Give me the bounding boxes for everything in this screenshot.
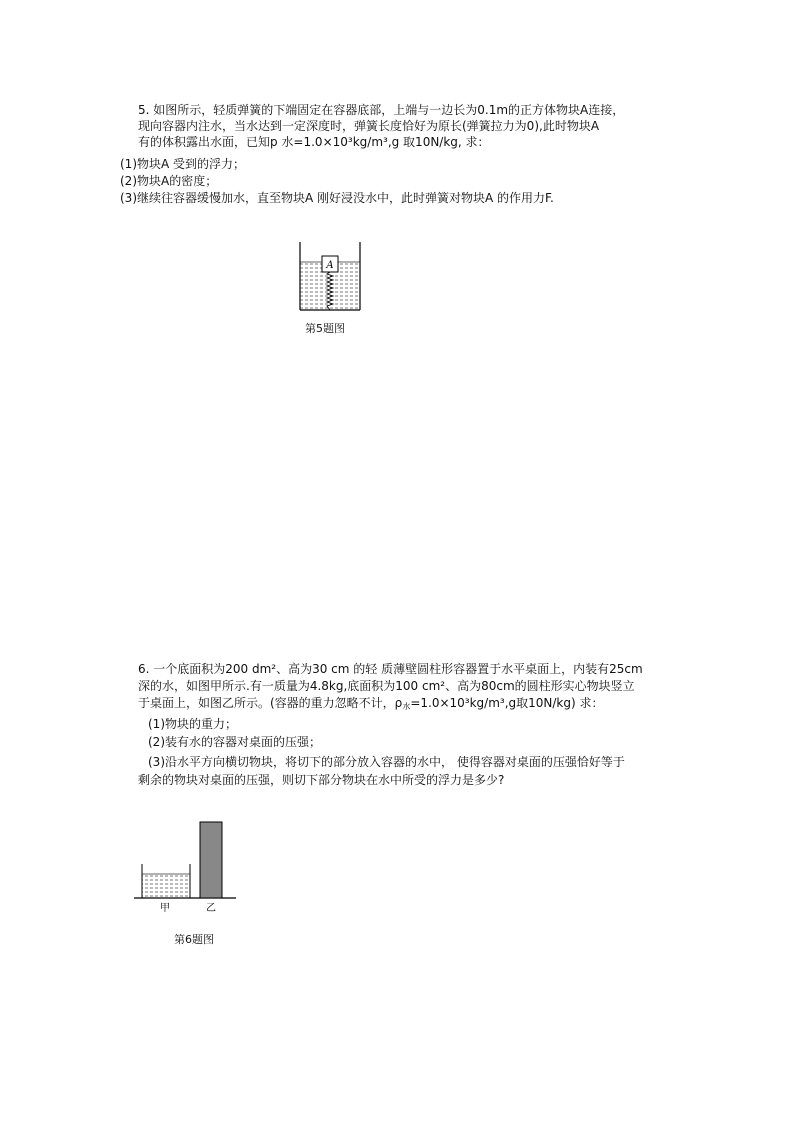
block-a-label: A [326, 260, 334, 271]
problem5-line1: 5. 如图所示，轻质弹簧的下端固定在容器底部，上端与一边长为0.1m的正方体物块A连接， [138, 103, 625, 117]
problem5-line2: 现向容器内注水，当水达到一定深度时，弹簧长度恰好为原长(弹簧拉力为0),此时物块A [138, 119, 600, 133]
problem6-question3-line1: (3)沿水平方向横切物块，将切下的部分放入容器的水中， 使得容器对桌面的压强恰好等于 [148, 755, 625, 769]
cylinder-block [200, 822, 222, 898]
problem6-figure [130, 818, 240, 918]
problem6-line1: 6. 一个底面积为200 dm²、高为30 cm 的轻 质薄壁圆柱形容器置于水平桌面上，内装有25cm [138, 662, 643, 676]
problem6-question1: (1)物块的重力； [148, 717, 237, 731]
label-yi: 乙 [206, 903, 216, 914]
problem6-line3: 于桌面上，如图乙所示。(容器的重力忽略不计，$\rho_水=1.0\times 10^3kg/m^3,g$取10N/kg) 求： [138, 696, 604, 711]
problem6-line2: 深的水，如图甲所示.有一质量为4.8kg,底面积为100 cm²、高为80cm的圆柱形实心物块竖立 [138, 679, 635, 693]
problem5-line3: 有的体积露出水面，已知p 水=1.0×10³kg/m³,g 取10N/kg, 求： [138, 135, 490, 149]
problem6-caption: 第6题图 [174, 933, 214, 946]
problem5-figure [290, 238, 370, 318]
problem5-caption: 第5题图 [305, 322, 345, 335]
problem5-question3: (3)继续往容器缓慢加水，直至物块A 刚好浸没水中，此时弹簧对物块A 的作用力F. [120, 191, 554, 205]
problem6-question3-line2: 剩余的物块对桌面的压强，则切下部分物块在水中所受的浮力是多少? [138, 773, 505, 787]
water-region [142, 874, 190, 898]
problem5-question2: (2)物块A的密度； [120, 174, 218, 188]
label-jia: 甲 [160, 903, 170, 914]
problem5-question1: (1)物块A 受到的浮力； [120, 157, 246, 171]
problem6-question2: (2)装有水的容器对桌面的压强； [148, 735, 321, 749]
